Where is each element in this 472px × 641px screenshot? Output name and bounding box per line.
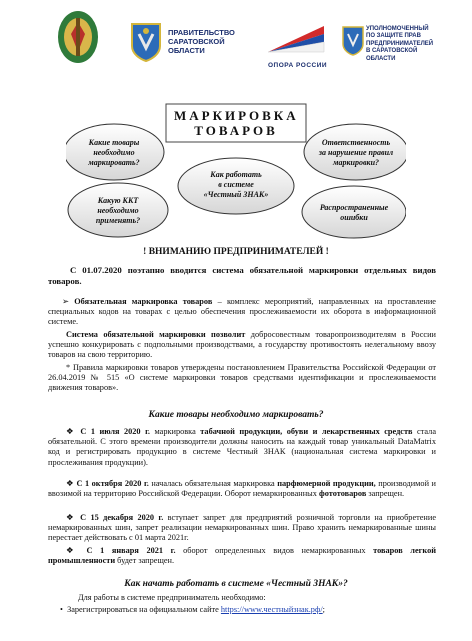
gov-line: САРАТОВСКОЙ [168,37,225,46]
cloud-center-text [182,170,290,200]
opora-label: ОПОРА РОССИИ [268,62,328,69]
page-title [174,108,298,138]
cloud-line: Распространенные [319,203,389,212]
item-text: производимой и ввозимой на территорию Российской Федерации. Оборот немаркированных [48,479,437,499]
diamond-bullet-icon: ❖ [66,479,77,488]
item-bold: С 15 декабря 2020 г. [80,513,164,522]
cloud-line: «Честный ЗНАК» [203,190,269,199]
cloud-bl-text [72,196,164,226]
title-line: ТОВАРОВ [194,123,278,138]
cloud-line: ошибки [340,213,368,222]
bullet-end: ; [322,605,325,614]
cloud-tl-text [68,138,160,168]
cloud-line: Какую ККТ [97,196,139,205]
cloud-line: необходимо [93,148,135,157]
item-bold: табачной продукции, обуви и лекарственных средств [200,427,413,436]
item-text: запрещен. [366,489,405,499]
warning-heading: ! ВНИМАНИЮ ПРЕДПРИНИМАТЕЛЕЙ ! [143,247,329,257]
cloud-line: Как работать [210,170,262,179]
para1-rest: – комплекс мероприятий, направленных на проставление специальных кодов на товарах с целью обеспечения прослеживаемости их оборота в информационной системе. [48,297,436,327]
bullet-dot-icon: • [60,605,68,614]
section-title-what-goods: Какие товары необходимо маркировать? [148,410,324,420]
para2-rest: добросовестным товаропроизводителям в России успешно конкурировать с подпольными производствами, а государству противостоять нелегальному ввозу товаров на свою территорию. [48,330,436,360]
item-bold: фототоваров [318,489,367,499]
diamond-bullet-icon: ❖ [66,427,81,436]
ombudsman-name [366,26,433,63]
opora-russia-logo-icon [264,22,328,56]
ombudsman-coat-of-arms-icon [342,26,364,56]
cloud-line: за нарушение правил [318,148,394,157]
arrow-bullet-icon: ➢ [62,297,75,306]
para1-bold: Обязательная маркировка товаров [74,297,213,306]
chestny-znak-link[interactable]: https://www.честныйзнак.рф/ [220,605,323,614]
cloud-line: маркировать? [88,158,140,167]
para-system [48,330,436,361]
cloud-line: Какие товары [88,138,140,147]
para2-bold: Система обязательной маркировки позволит [66,330,246,339]
ombud-line: ПО ЗАЩИТЕ ПРАВ [366,33,421,40]
item-text: стала обязательной. С этого времени производители должны наносить на каждый товар уникальный DataMatrix код и регистрировать продукцию в системе Честный ЗНАК (национальная система маркировки и прослеживания продукции). [48,427,437,467]
prosecutor-emblem-icon [55,8,101,66]
item-bold: С 1 октября 2020 г. [76,479,149,488]
cloud-line: в системе [218,180,254,189]
ombud-line: ОБЛАСТИ [366,55,396,62]
diamond-bullet-icon: ❖ [66,546,87,555]
cloud-line: применять? [95,216,141,225]
section-title-how-start: Как начать работать в системе «Честный ЗНАК»? [124,579,348,589]
item-october [48,479,436,499]
item-text: оборот определенных видов немаркированных [175,546,374,555]
title-line: МАРКИРОВКА [174,108,299,123]
gov-line: ОБЛАСТИ [168,46,205,55]
item-text: маркировка [149,427,201,436]
saratov-coat-of-arms-icon [130,22,162,62]
item-bold: С 1 июля 2020 г. [80,427,150,436]
item-text: началась обязательная маркировка [148,479,278,488]
bullet-register [60,605,436,615]
item-july [48,427,436,468]
diamond-bullet-icon: ❖ [66,513,81,522]
item-bold: парфюмерной продукции, [277,479,376,488]
cloud-line: Ответственность [321,138,391,147]
cloud-line: маркировки? [332,158,380,167]
cloud-tr-text [306,138,406,168]
item-text: будет запрещен. [115,556,175,566]
item-december [48,513,436,544]
para-regulation: * Правила маркировки товаров утверждены постановлением Правительства Российской Федерации от 26.04.2019 № 515 «О системе маркировки товаров средствами идентификации и прослеживаемости движения товаров». [48,363,436,393]
gov-name [168,28,235,55]
cloud-line: необходимо [97,206,139,215]
cloud-br-text [304,203,404,223]
item-bold: товаров легкой промышленности [48,546,436,566]
gov-line: ПРАВИТЕЛЬСТВО [168,28,235,37]
item-text: вступает запрет для предприятий розничной торговли на приобретение немаркированных шин, запрет реализации немаркированных шин. Право хранить немаркированные шины перестает действовать с 01 марта 2021г. [48,513,436,543]
item-bold: С 1 января 2021 г. [86,546,176,555]
para-definition [48,297,436,328]
section2-intro: Для работы в системе предприниматель необходимо: [78,593,266,602]
ombud-line: ПРЕДПРИНИМАТЕЛЕЙ [366,40,434,47]
ombud-line: УПОЛНОМОЧЕННЫЙ [366,26,429,32]
item-january [48,546,436,566]
ombud-line: В САРАТОВСКОЙ [366,48,418,55]
bullet-text: Зарегистрироваться на официальном сайте [67,605,221,614]
intro-text: С 01.07.2020 поэтапно вводится система обязательной маркировки отдельных видов товаров. [48,265,436,286]
header-band [0,0,472,96]
